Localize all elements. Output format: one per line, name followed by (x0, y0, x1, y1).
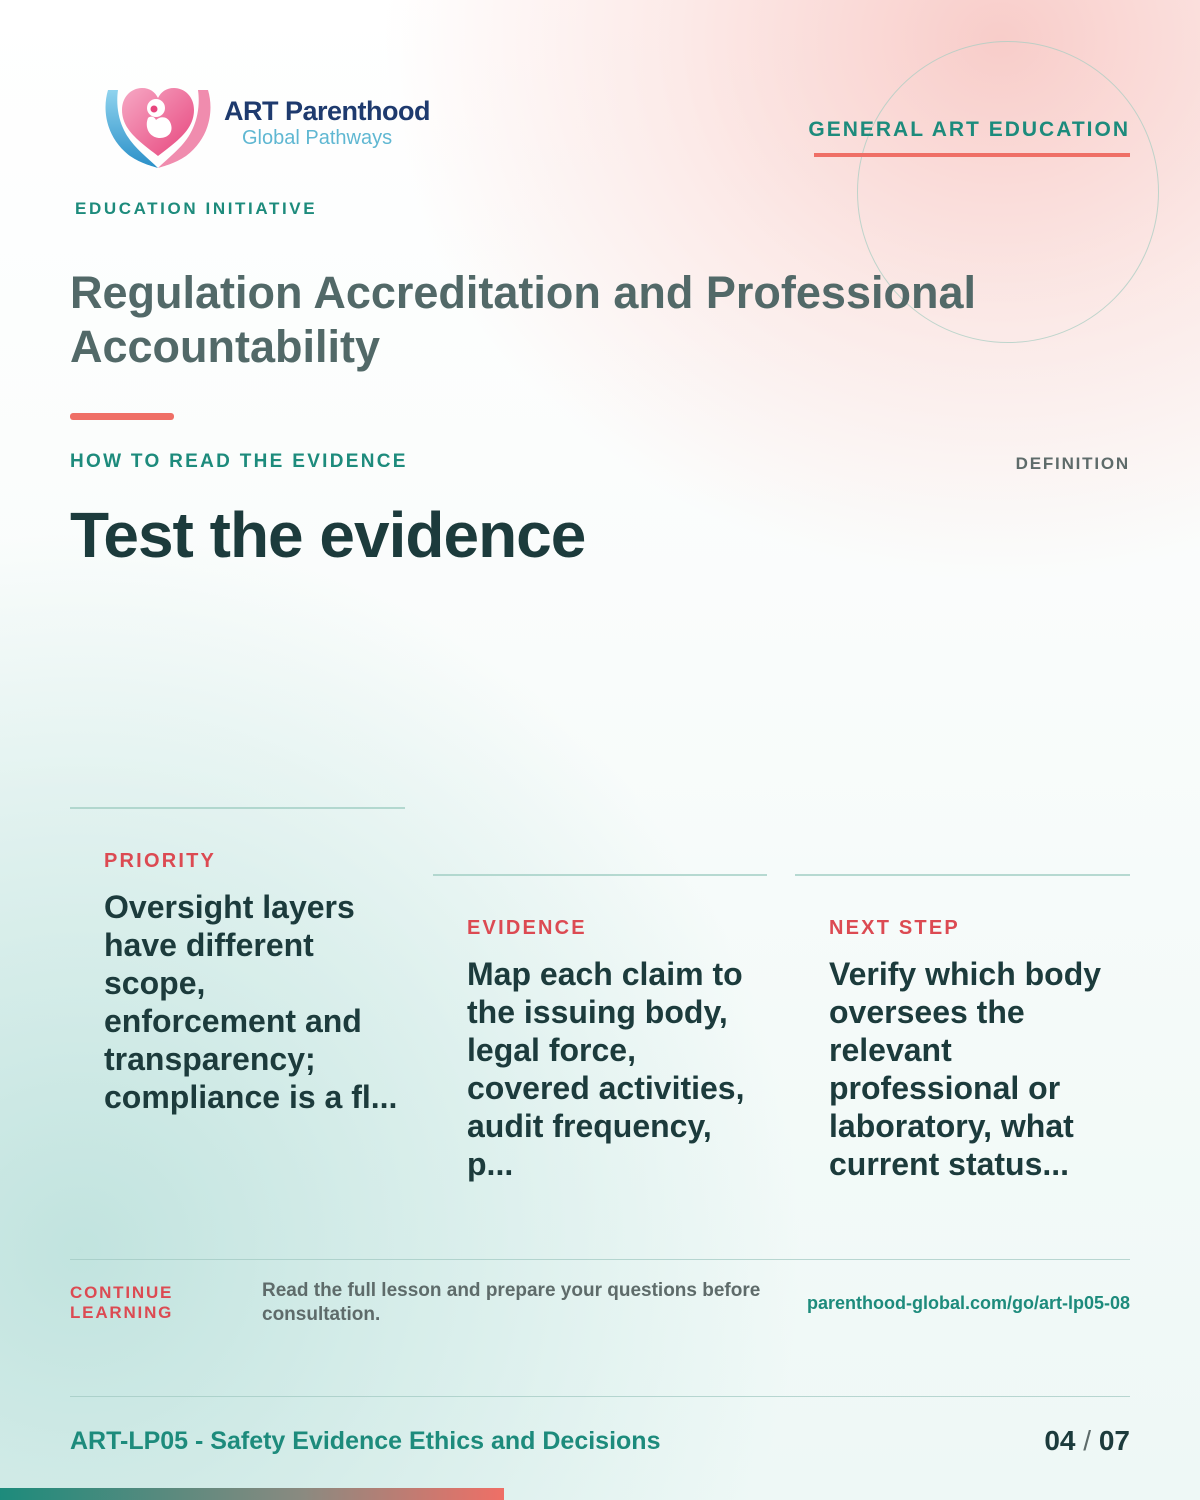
brand-subtitle: Global Pathways (242, 127, 393, 149)
progress-bar (0, 1488, 1200, 1500)
card-evidence-divider (433, 874, 767, 876)
page-indicator (1044, 1425, 1130, 1457)
brand-name: ART Parenthood (224, 96, 430, 126)
card-evidence-text: Map each claim to the issuing body, legal force, covered activities, audit frequency, p... (467, 956, 745, 1182)
footer-divider-top (70, 1259, 1130, 1260)
headline: Test the evidence (70, 499, 586, 571)
progress-bar-fill (0, 1488, 504, 1500)
footer-divider-bottom (70, 1396, 1130, 1397)
card-priority-label: PRIORITY (104, 850, 217, 872)
page-separator: / (1083, 1425, 1092, 1456)
section-label: HOW TO READ THE EVIDENCE (70, 451, 408, 472)
continue-learning-label: CONTINUE LEARNING (70, 1283, 174, 1322)
lesson-title: Regulation Accreditation and Professional Accountability (70, 267, 976, 372)
card-priority-text: Oversight layers have different scope, enforcement and transparency; compliance is a fl... (104, 889, 398, 1115)
initiative-label: EDUCATION INITIATIVE (75, 199, 318, 218)
lesson-link[interactable]: parenthood-global.com/go/art-lp05-08 (806, 1293, 1130, 1313)
card-next-step-text: Verify which body oversees the relevant professional or laboratory, what current status... (829, 956, 1102, 1182)
cta-text: Read the full lesson and prepare your questions before consultation. (262, 1280, 761, 1325)
heart-hands-logo-icon (100, 76, 216, 172)
content-type-label: DEFINITION (1015, 454, 1130, 473)
page-total: 07 (1098, 1425, 1130, 1456)
card-evidence-label: EVIDENCE (467, 917, 587, 939)
category-underline (814, 153, 1130, 157)
page-current: 04 (1044, 1425, 1076, 1456)
card-priority-divider (70, 807, 405, 809)
course-title: ART-LP05 - Safety Evidence Ethics and Decisions (70, 1427, 661, 1455)
category-label: GENERAL ART EDUCATION (808, 118, 1130, 141)
card-next-step-divider (795, 874, 1130, 876)
title-accent-bar (70, 413, 174, 420)
card-next-step-label: NEXT STEP (829, 917, 960, 939)
